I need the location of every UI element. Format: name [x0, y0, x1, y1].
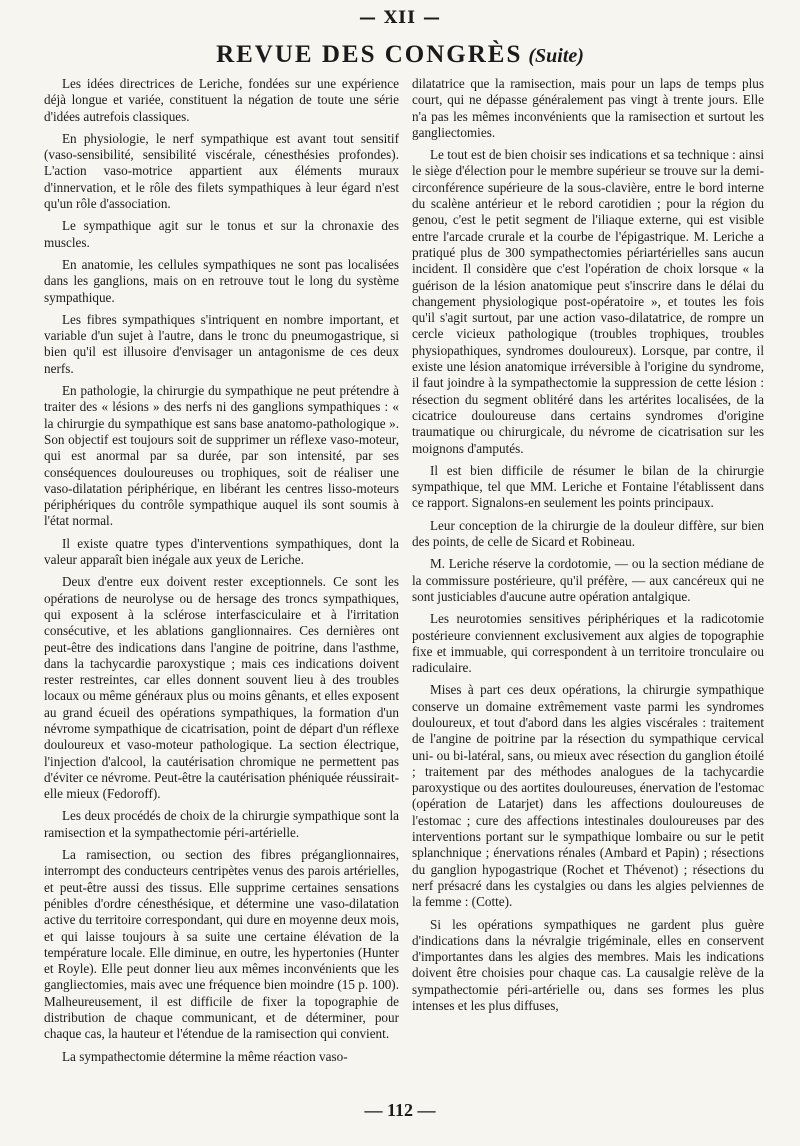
paragraph: Le tout est de bien choisir ses indications et sa technique : ainsi le siège d'élection pour le membre supérieur se trouve sur la demi-circonférence supérieure de la sous-clavière, entre le bord interne du scalène antérieur et le rebord carotidien ; pour la région du genou, c'est le petit segment de l'iliaque externe, qui est visible entre l'arcade crurale et la courbe de l'épigastrique. M. Leriche a pratiqué plus de 300 sympathectomies périartérielles sans aucun incident. Il considère que c'est l'opération de choix lorsque « la guérison de la lésion anatomique peut s'inscrire dans le délai du changement physiologique post-opératoire », et toutes les fois qu'il s'agit surtout, par une action vaso-dilatatrice, de rompre un cercle vicieux pathologique (troubles trophiques, troubles physiopathiques, syndromes douloureux). Lorsque, par contre, il existe une lésion anatomique irréversible à l'origine du syndrome, il faut joindre à la sympathectomie la suppression de cette lésion : résection du segment oblitéré dans les artérites localisées, de la cicatrice douloureuse dans certains syndromes d'origine traumatique ou chirurgicale, du névrome de cicatrisation sur les moignons d'amputés. [412, 147, 765, 456]
paragraph: La ramisection, ou section des fibres préganglionnaires, interrompt des conducteurs centripètes venus des parois artérielles, et peut-être aussi des tissus. Elle supprime certaines sensations pénibles d'ordre cénesthésique, et détermine une vaso-dilatation active du territoire correspondant, qui dure en moyenne deux mois, et qui laisse toujours à sa suite une certaine élévation de la température locale. Elle diminue, en outre, les hypertonies (Hunter et Royle). Elle peut donner lieu aux mêmes inconvénients que les gangliectomies, mais avec une fréquence bien moindre (15 p. 100). Malheureusement, il est difficile de fixer la topographie de distribution de chaque communicant, et de déterminer, pour chaque cas, la hauteur et l'étendue de la ramisection qui convient. [44, 847, 399, 1042]
paragraph: Les fibres sympathiques s'intriquent en nombre important, et variable d'un sujet à l'autre, dans le tronc du pneumogastrique, si bien qu'il est illusoire d'envisager un antagonisme de ces deux nerfs. [44, 311, 399, 376]
paragraph: Leur conception de la chirurgie de la douleur diffère, sur bien des points, de celle de Sicard et Robineau. [412, 517, 764, 550]
paragraph-continued: dilatatrice que la ramisection, mais pour un laps de temps plus court, qui ne dépasse généralement pas vingt à trente jours. Elle n'a pas les mêmes inconvénients que la ramisection et surtout les gangliectomies. [412, 76, 764, 140]
paragraph: Deux d'entre eux doivent rester exceptionnels. Ce sont les opérations de neurolyse ou de hersage des troncs sympathiques, qui exposent à la sclérose interfasciculaire et à l'irritation consécutive, et les ablations ganglionnaires. Ces dernières ont peut-être des indications dans l'angine de poitrine, dans l'asthme, dans la tachycardie paroxystique ; mais ces indications doivent rester restreintes, car elles donnent souvent lieu à des troubles locaux ou même généraux plus ou moins gênants, et elles exposent au grand écueil des opérations sympathiques, la formation d'un névrome sympathique de cicatrisation, point de départ d'un réflexe douloureux et vaso-moteur pathologique. La section électrique, l'injection d'alcool, la cautérisation chromique ne permettent pas d'éviter ce névrome. Peut-être la cautérisation phéniquée réussirait-elle mieux (Fedoroff). [44, 574, 399, 802]
page-number: — 112 — [364, 1100, 436, 1120]
paragraph: Les deux procédés de choix de la chirurgie sympathique sont la ramisection et la sympathectomie péri-artérielle. [44, 808, 399, 840]
journal-section-title: REVUE DES CONGRÈS [216, 41, 523, 68]
paragraph: Il est bien difficile de résumer le bilan de la chirurgie sympathique, tel que MM. Leriche et Fontaine l'établissent dans ce rapport. Signalons-en seulement les points principaux. [412, 462, 764, 511]
right-column [412, 76, 764, 1020]
paragraph: Mises à part ces deux opérations, la chirurgie sympathique conserve un domaine extrêmement vaste parmi les syndromes douloureux, et tout d'abord dans les algies viscérales : traitement de l'angine de poitrine par la résection du sympathique cervical uni- ou bi-latéral, sans, ou mieux avec résection du ganglion étoilé ; traitement par des méthodes analogues de la tachycardie paroxystique ou des aortites douloureuses, énervation de l'estomac (opération de Latarjet) dans les affections douloureuses de l'estomac ; cure des affections intestinales douloureuses par des interventions portant sur le sympathique lombaire ou sur le petit splanchnique ; énervations rénales (Ambard et Papin) ; résections du ganglion hypogastrique (Rochet et Thévenot) ; résections du nerf présacré dans les cystalgies ou dans les algies pelviennes de la femme : (Cotte). [412, 682, 764, 910]
roman-page-number: — XII — [359, 8, 441, 28]
paragraph: Si les opérations sympathiques ne gardent plus guère d'indications dans la névralgie trigéminale, elles en conservent d'importantes dans les algies des membres. Mais les indications doivent être choisies pour chaque cas. La causalgie relève de la sympathectomie péri-artérielle ou, dans ses formes les plus intenses et les plus diffuses, [412, 916, 764, 1014]
paragraph: Les idées directrices de Leriche, fondées sur une expérience déjà longue et variée, constituent la négation de toute une série d'idées autrefois classiques. [44, 76, 399, 124]
paragraph: Les neurotomies sensitives périphériques et la radicotomie postérieure conviennent exclusivement aux algies de topographie fixe et immuable, qui correspondent à un territoire tronculaire ou radiculaire. [412, 611, 764, 676]
paragraph: En anatomie, les cellules sympathiques ne sont pas localisées dans les ganglions, mais on en retrouve tout le long du système sympathique. [44, 256, 399, 305]
paragraph: M. Leriche réserve la cordotomie, — ou la section médiane de la commissure postérieure, qu'il préfère, — aux cancéreux qui ne sont justiciables d'aucune autre opération antalgique. [412, 556, 764, 604]
paragraph: En pathologie, la chirurgie du sympathique ne peut prétendre à traiter des « lésions » des nerfs ni des ganglions sympathiques : « la chirurgie du sympathique est sans base anatomo-pathologique ». Son objectif est toujours soit de supprimer un réflexe vaso-moteur, qui est anormal par sa durée, par son intensité, par ses conséquences douloureuses ou trophiques, soit de réaliser une vaso-dilatation périphérique, en libérant les centres lisso-moteurs périphériques du contrôle sympathique auquel ils sont soumis à l'état normal. [44, 383, 399, 529]
paragraph: La sympathectomie détermine la même réaction vaso- [62, 1048, 348, 1064]
suite-label: (Suite) [528, 45, 584, 67]
paragraph: Le sympathique agit sur le tonus et sur la chronaxie des muscles. [44, 218, 399, 250]
page-header [0, 42, 800, 67]
left-column [44, 76, 399, 1071]
paragraph: Il existe quatre types d'interventions sympathiques, dont la valeur apparaît bien inégale aux yeux de Leriche. [44, 535, 399, 568]
paragraph: En physiologie, le nerf sympathique est avant tout sensitif (vaso-sensibilité, sensibilité viscérale, cénesthésies profondes). L'action vaso-motrice appartient aux éléments muraux d'innervation, et le rôle des filets sympathiques à leur égard n'est qu'un rôle d'association. [44, 130, 399, 212]
